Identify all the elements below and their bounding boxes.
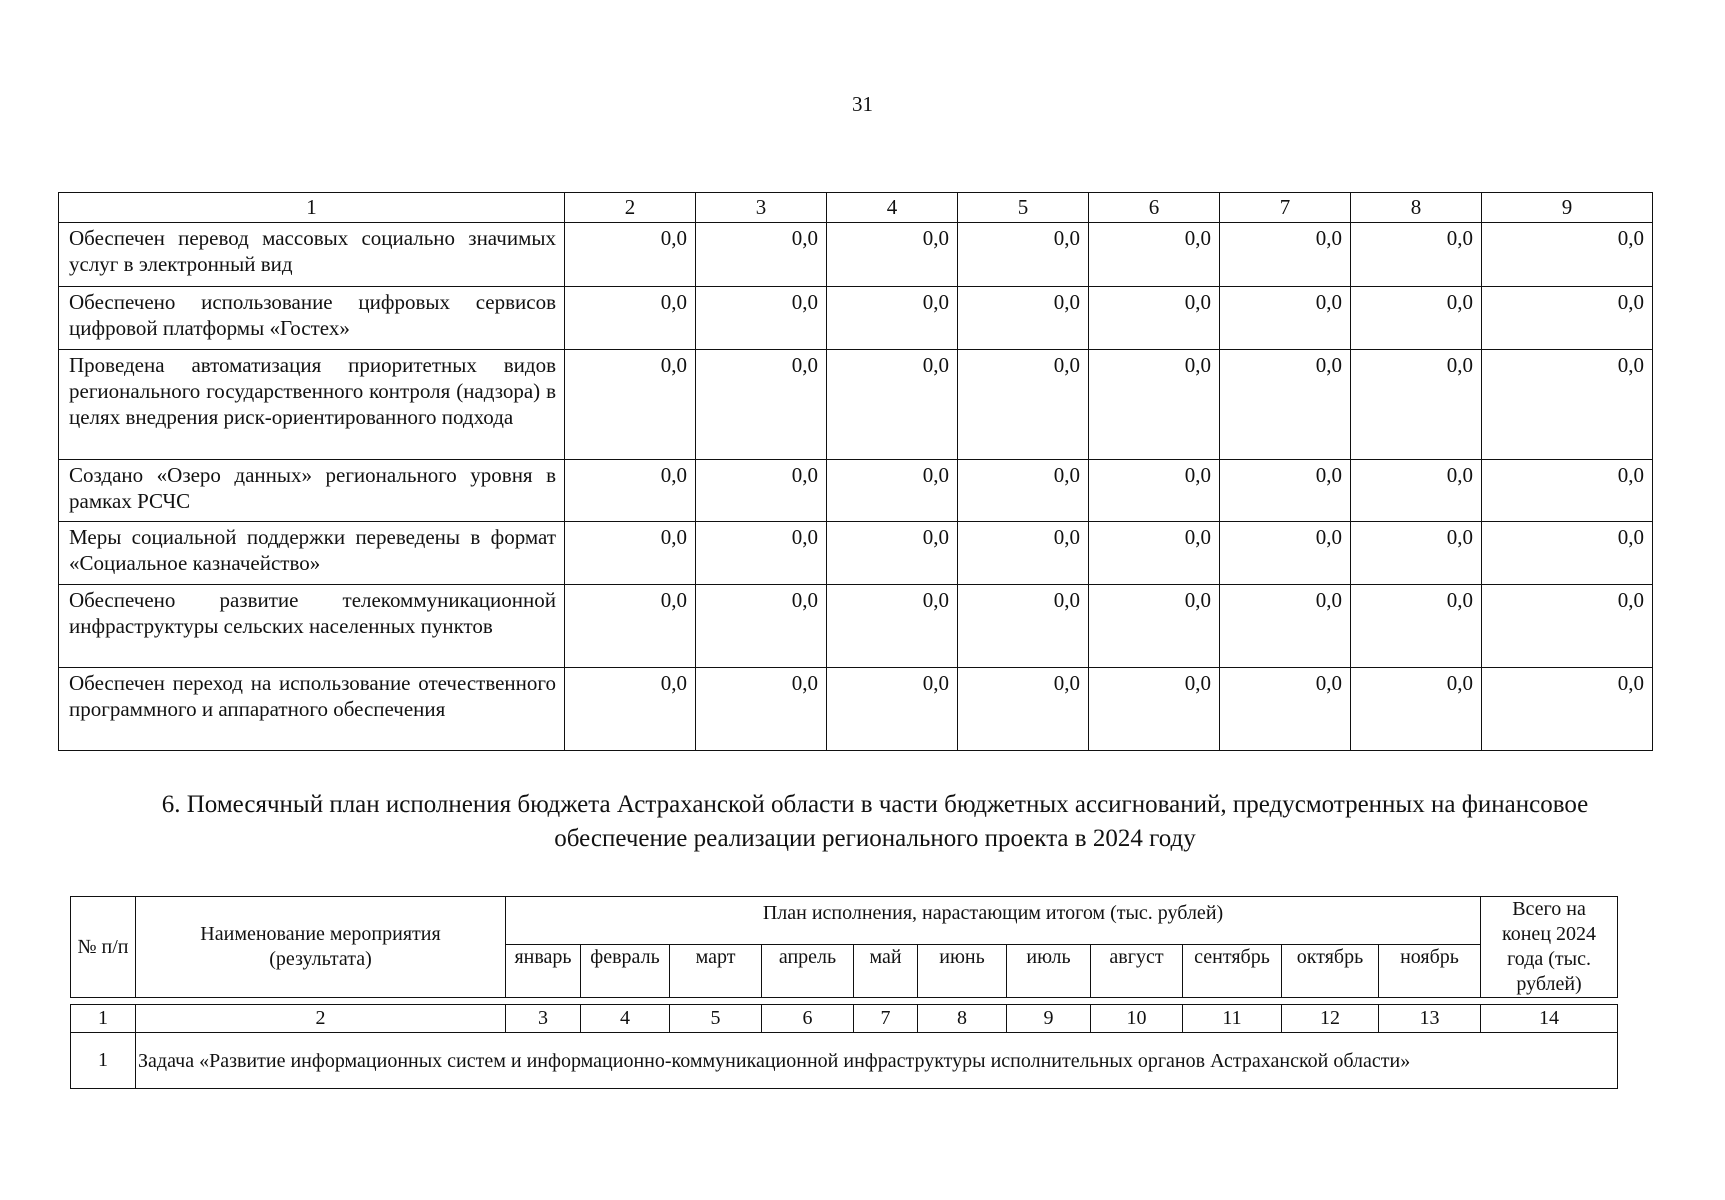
column-number: 7 [1220,193,1351,223]
result-name: Обеспечен перевод массовых социально значимых услуг в электронный вид [59,223,565,287]
value-cell: 0,0 [1089,668,1220,751]
column-number: 1 [71,1005,136,1033]
value-cell: 0,0 [827,460,958,522]
value-cell: 0,0 [827,287,958,350]
column-number-row [59,193,1653,223]
value-cell: 0,0 [958,460,1089,522]
page-number: 31 [852,92,873,116]
column-number-row [71,1005,1618,1033]
value-cell: 0,0 [1482,350,1653,460]
result-name: Обеспечен переход на использование отечественного программного и аппаратного обеспечения [59,668,565,751]
value-cell: 0,0 [696,522,827,585]
value-cell: 0,0 [1089,585,1220,668]
spacer-row [71,998,1618,1005]
value-cell: 0,0 [565,287,696,350]
table-row [59,522,1653,585]
value-cell: 0,0 [1351,460,1482,522]
monthly-plan-table [70,896,1618,1089]
value-cell: 0,0 [1220,522,1351,585]
name-header: Наименование мероприятия (результата) [136,897,506,998]
value-cell: 0,0 [1482,223,1653,287]
column-number: 2 [565,193,696,223]
table-row [59,287,1653,350]
section-title: 6. Помесячный план исполнения бюджета Астраханской области в части бюджетных ассигнований, предусмотренных на финансовое обеспечение реализации регионального проекта в 2024 году [161,791,1589,852]
value-cell: 0,0 [1220,585,1351,668]
value-cell: 0,0 [565,668,696,751]
value-cell: 0,0 [958,287,1089,350]
column-number: 13 [1379,1005,1481,1033]
value-cell: 0,0 [565,522,696,585]
result-name: Меры социальной поддержки переведены в формат «Социальное казначейство» [59,522,565,585]
column-number: 9 [1482,193,1653,223]
value-cell: 0,0 [696,585,827,668]
value-cell: 0,0 [1482,287,1653,350]
total-header: Всего на конец 2024 года (тыс. рублей) [1481,897,1618,998]
value-cell: 0,0 [1089,223,1220,287]
value-cell: 0,0 [958,522,1089,585]
value-cell: 0,0 [958,668,1089,751]
column-number: 10 [1091,1005,1183,1033]
column-number: 12 [1282,1005,1379,1033]
column-number: 1 [59,193,565,223]
month-header: октябрь [1282,945,1379,998]
value-cell: 0,0 [1482,522,1653,585]
task-number: 1 [71,1033,136,1089]
value-cell: 0,0 [1220,350,1351,460]
column-number: 5 [670,1005,762,1033]
value-cell: 0,0 [565,223,696,287]
month-header: июнь [918,945,1007,998]
table-row [59,585,1653,668]
result-name: Создано «Озеро данных» регионального уровня в рамках РСЧС [59,460,565,522]
column-number: 8 [918,1005,1007,1033]
month-header: февраль [581,945,670,998]
column-number: 3 [506,1005,581,1033]
column-number: 6 [1089,193,1220,223]
value-cell: 0,0 [1351,585,1482,668]
value-cell: 0,0 [958,350,1089,460]
month-header: июль [1007,945,1091,998]
column-number: 4 [581,1005,670,1033]
column-number: 5 [958,193,1089,223]
number-header: № п/п [71,897,136,998]
column-number: 14 [1481,1005,1618,1033]
value-cell: 0,0 [1482,668,1653,751]
table-row [59,223,1653,287]
indicators-table [58,192,1653,751]
plan-header: План исполнения, нарастающим итогом (тыс. рублей) [506,897,1481,945]
value-cell: 0,0 [696,668,827,751]
value-cell: 0,0 [1351,668,1482,751]
value-cell: 0,0 [696,287,827,350]
value-cell: 0,0 [1351,223,1482,287]
value-cell: 0,0 [1089,522,1220,585]
month-header: май [854,945,918,998]
table-row [59,668,1653,751]
value-cell: 0,0 [827,223,958,287]
value-cell: 0,0 [1089,350,1220,460]
month-header: апрель [762,945,854,998]
result-name: Обеспечено развитие телекоммуникационной инфраструктуры сельских населенных пунктов [59,585,565,668]
header-row [71,897,1618,945]
value-cell: 0,0 [565,350,696,460]
month-header: январь [506,945,581,998]
table-row [59,460,1653,522]
task-row [71,1033,1618,1089]
column-number: 9 [1007,1005,1091,1033]
value-cell: 0,0 [1220,668,1351,751]
value-cell: 0,0 [1482,460,1653,522]
column-number: 4 [827,193,958,223]
value-cell: 0,0 [827,522,958,585]
value-cell: 0,0 [958,223,1089,287]
value-cell: 0,0 [827,585,958,668]
value-cell: 0,0 [958,585,1089,668]
value-cell: 0,0 [696,460,827,522]
value-cell: 0,0 [696,223,827,287]
value-cell: 0,0 [827,350,958,460]
month-header: август [1091,945,1183,998]
column-number: 7 [854,1005,918,1033]
value-cell: 0,0 [1220,460,1351,522]
value-cell: 0,0 [565,460,696,522]
value-cell: 0,0 [1220,223,1351,287]
value-cell: 0,0 [827,668,958,751]
value-cell: 0,0 [1482,585,1653,668]
column-number: 6 [762,1005,854,1033]
month-header: сентябрь [1183,945,1282,998]
value-cell: 0,0 [1089,460,1220,522]
value-cell: 0,0 [1220,287,1351,350]
result-name: Обеспечено использование цифровых сервисов цифровой платформы «Гостех» [59,287,565,350]
value-cell: 0,0 [1351,522,1482,585]
column-number: 2 [136,1005,506,1033]
column-number: 3 [696,193,827,223]
table-row [59,350,1653,460]
column-number: 11 [1183,1005,1282,1033]
column-number: 8 [1351,193,1482,223]
value-cell: 0,0 [1351,350,1482,460]
value-cell: 0,0 [1089,287,1220,350]
month-header: март [670,945,762,998]
task-text: Задача «Развитие информационных систем и информационно-коммуникационной инфраструктуры исполнительных органов Астраханской области» [136,1033,1618,1089]
result-name: Проведена автоматизация приоритетных видов регионального государственного контроля (надзора) в целях внедрения риск-ориентированного подхода [59,350,565,460]
month-header: ноябрь [1379,945,1481,998]
value-cell: 0,0 [696,350,827,460]
spacer [71,998,1618,1005]
value-cell: 0,0 [1351,287,1482,350]
value-cell: 0,0 [565,585,696,668]
